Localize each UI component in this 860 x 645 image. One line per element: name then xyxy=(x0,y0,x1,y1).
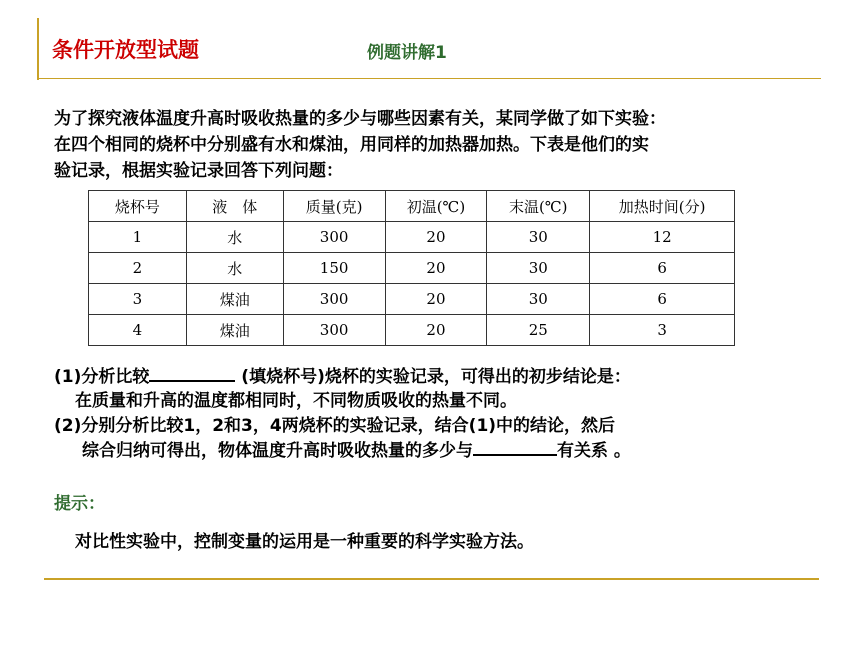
hint-label: 提示： xyxy=(54,494,105,514)
question-1 xyxy=(54,365,631,389)
experiment-table xyxy=(88,190,735,346)
intro-line: 为了探究液体温度升高时吸收热量的多少与哪些因素有关，某同学做了如下实验： xyxy=(54,109,666,129)
table-cell: 3 xyxy=(590,315,735,346)
page-subtitle: 例题讲解1 xyxy=(367,43,447,63)
table-header-row xyxy=(89,191,735,222)
left-accent-rule xyxy=(37,18,39,80)
table-row xyxy=(89,315,735,346)
header-divider xyxy=(37,78,821,79)
table-cell: 水 xyxy=(186,222,283,253)
problem-intro xyxy=(54,106,824,184)
table-cell: 3 xyxy=(89,284,187,315)
table-cell: 30 xyxy=(487,253,590,284)
question-1-conclusion: 在质量和升高的温度都相同时，不同物质吸收的热量不同。 xyxy=(75,391,517,411)
footer-divider xyxy=(44,578,819,580)
table-cell: 20 xyxy=(385,284,487,315)
table-cell: 25 xyxy=(487,315,590,346)
question-2-text-end: 有关系 。 xyxy=(557,441,631,461)
table-row xyxy=(89,222,735,253)
table-cell: 300 xyxy=(283,222,385,253)
column-header: 初温(℃) xyxy=(385,191,487,222)
column-header: 液 体 xyxy=(186,191,283,222)
table-cell: 30 xyxy=(487,222,590,253)
table-cell: 1 xyxy=(89,222,187,253)
hint-text: 对比性实验中，控制变量的运用是一种重要的科学实验方法。 xyxy=(75,532,534,552)
table-cell: 150 xyxy=(283,253,385,284)
table-cell: 4 xyxy=(89,315,187,346)
question-1-text-cont: (填烧杯号)烧杯的实验记录，可得出的初步结论是： xyxy=(235,367,631,387)
column-header: 质量(克) xyxy=(283,191,385,222)
table-cell: 煤油 xyxy=(186,315,283,346)
question-2: (2)分别分析比较1，2和3，4两烧杯的实验记录，结合(1)中的结论，然后 xyxy=(54,416,616,436)
table-row xyxy=(89,253,735,284)
table-cell: 2 xyxy=(89,253,187,284)
table-cell: 水 xyxy=(186,253,283,284)
answer-blank-2 xyxy=(473,440,557,456)
page-title: 条件开放型试题 xyxy=(52,38,199,62)
answer-blank-1 xyxy=(149,366,235,382)
intro-line: 在四个相同的烧杯中分别盛有水和煤油，用同样的加热器加热。下表是他们的实 xyxy=(54,135,649,155)
column-header: 烧杯号 xyxy=(89,191,187,222)
table-cell: 12 xyxy=(590,222,735,253)
table-cell: 20 xyxy=(385,253,487,284)
table-cell: 20 xyxy=(385,222,487,253)
question-2-cont xyxy=(82,439,631,463)
column-header: 加热时间(分) xyxy=(590,191,735,222)
table-row xyxy=(89,284,735,315)
table-cell: 20 xyxy=(385,315,487,346)
question-1-text: (1)分析比较 xyxy=(54,367,150,387)
table-cell: 煤油 xyxy=(186,284,283,315)
table-cell: 6 xyxy=(590,284,735,315)
intro-line: 验记录，根据实验记录回答下列问题： xyxy=(54,161,343,181)
question-2-text: 综合归纳可得出，物体温度升高时吸收热量的多少与 xyxy=(82,441,473,461)
table-cell: 300 xyxy=(283,315,385,346)
table-cell: 30 xyxy=(487,284,590,315)
table-cell: 6 xyxy=(590,253,735,284)
table-cell: 300 xyxy=(283,284,385,315)
column-header: 末温(℃) xyxy=(487,191,590,222)
